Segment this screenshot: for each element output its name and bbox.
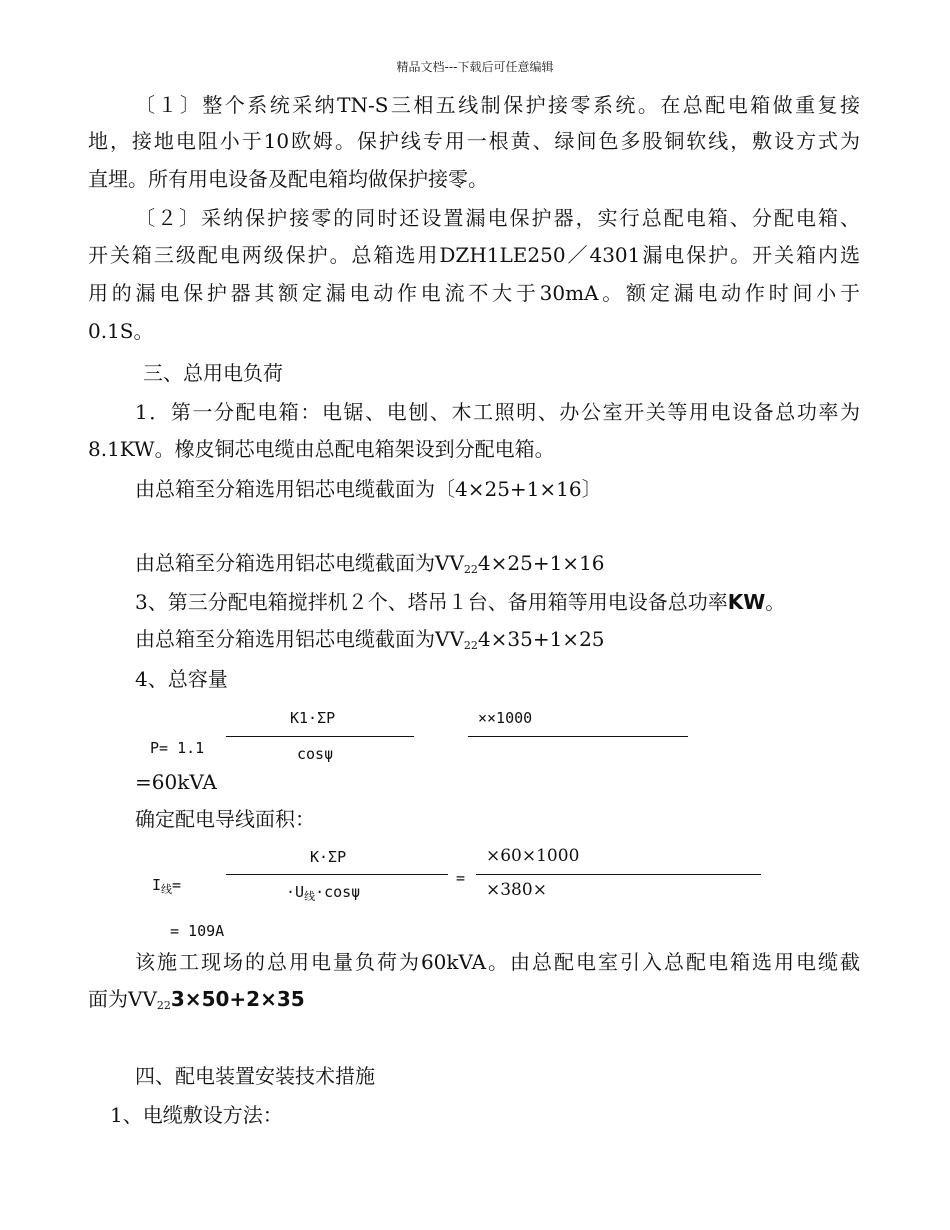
summary-pre: 面为VV <box>88 987 157 1011</box>
item3 <box>135 590 785 614</box>
formula2-equals: = <box>456 869 466 887</box>
formula2-denominator <box>286 880 360 909</box>
cable2 <box>135 551 605 582</box>
cable3-sub: 22 <box>463 639 478 652</box>
result1: =60kVA <box>135 770 217 794</box>
formula2-lhs <box>152 873 181 902</box>
formula2-lhs-eq: = <box>172 876 182 894</box>
para1-line2: 地，接地电阻小于10欧姆。保护线专用一根黄、绿间色多股铜软线，敷设方式为 <box>88 129 860 153</box>
cable3 <box>135 627 605 658</box>
formula1-fraction-bar2 <box>468 736 688 737</box>
formula2-den-post: ·cosψ <box>315 883 361 901</box>
summary-line2 <box>88 987 305 1018</box>
item3-end: 。 <box>765 590 786 614</box>
para2-line2: 开关箱三级配电两级保护。总箱选用DZH1LE250／4301漏电保护。开关箱内选 <box>88 243 860 267</box>
cable2-sub: 22 <box>463 563 478 576</box>
para2-line4: 0.1S。 <box>88 319 154 343</box>
para1-line3: 直埋。所有用电设备及配电箱均做保护接零。 <box>88 167 488 191</box>
section4-item1: 1、电缆敷设方法： <box>110 1103 283 1127</box>
formula1-lhs: P= 1.1 <box>150 739 205 757</box>
para1-line1: 〔１〕整个系统采纳TN-S三相五线制保护接零系统。在总配电箱做重复接 <box>135 93 860 117</box>
formula1-numerator: K1·ΣP <box>290 709 336 727</box>
formula1-denominator: cosψ <box>297 745 334 763</box>
para2-line1: 〔２〕采纳保护接零的同时还设置漏电保护器，实行总配电箱、分配电箱、 <box>135 206 860 230</box>
formula2-fraction-bar2 <box>476 874 761 875</box>
item1-line1: 1．第一分配电箱：电锯、电刨、木工照明、办公室开关等用电设备总功率为 <box>135 400 860 424</box>
cable3-pre: 由总箱至分箱选用铝芯电缆截面为VV <box>135 627 464 651</box>
item3-text: 3、第三分配电箱搅拌机２个、塔吊１台、备用箱等用电设备总功率 <box>135 590 728 614</box>
formula2-fraction-bar <box>226 874 448 875</box>
cable2-post: 4×25+1×16 <box>477 551 605 575</box>
cable3-post: 4×35+1×25 <box>477 627 605 651</box>
summary-post: 3×50+2×35 <box>170 987 305 1011</box>
section3-title: 三、总用电负荷 <box>143 361 283 385</box>
item4: 4、总容量 <box>135 667 228 691</box>
summary-sub: 22 <box>156 999 171 1012</box>
formula1-numerator2: ××1000 <box>478 709 533 727</box>
formula2-den-sub: 线 <box>304 890 316 903</box>
item3-unit: KW <box>727 590 766 614</box>
formula2-denominator2: ×380× <box>486 880 547 900</box>
result2: = 109A <box>170 922 225 940</box>
formula2-lhs-main: I <box>152 876 162 894</box>
page-header: 精品文档---下载后可任意编辑 <box>396 60 554 74</box>
formula2-den-pre: ·U <box>286 883 305 901</box>
formula2-numerator: K·ΣP <box>310 848 347 866</box>
confirm-area-label: 确定配电导线面积： <box>135 807 315 831</box>
item1-line2: 8.1KW。橡皮铜芯电缆由总配电箱架设到分配电箱。 <box>88 437 555 461</box>
cable1: 由总箱至分箱选用铝芯电缆截面为〔4×25+1×16〕 <box>135 477 602 501</box>
section4-title: 四、配电装置安装技术措施 <box>135 1064 375 1088</box>
cable2-pre: 由总箱至分箱选用铝芯电缆截面为VV <box>135 551 464 575</box>
formula2-lhs-sub: 线 <box>161 883 173 896</box>
para2-line3: 用的漏电保护器其额定漏电动作电流不大于30mA。额定漏电动作时间小于 <box>88 281 860 305</box>
formula1-fraction-bar <box>226 736 414 737</box>
summary-line1: 该施工现场的总用电量负荷为60kVA。由总配电室引入总配电箱选用电缆截 <box>135 950 860 974</box>
formula2-numerator2: ×60×1000 <box>486 846 580 866</box>
